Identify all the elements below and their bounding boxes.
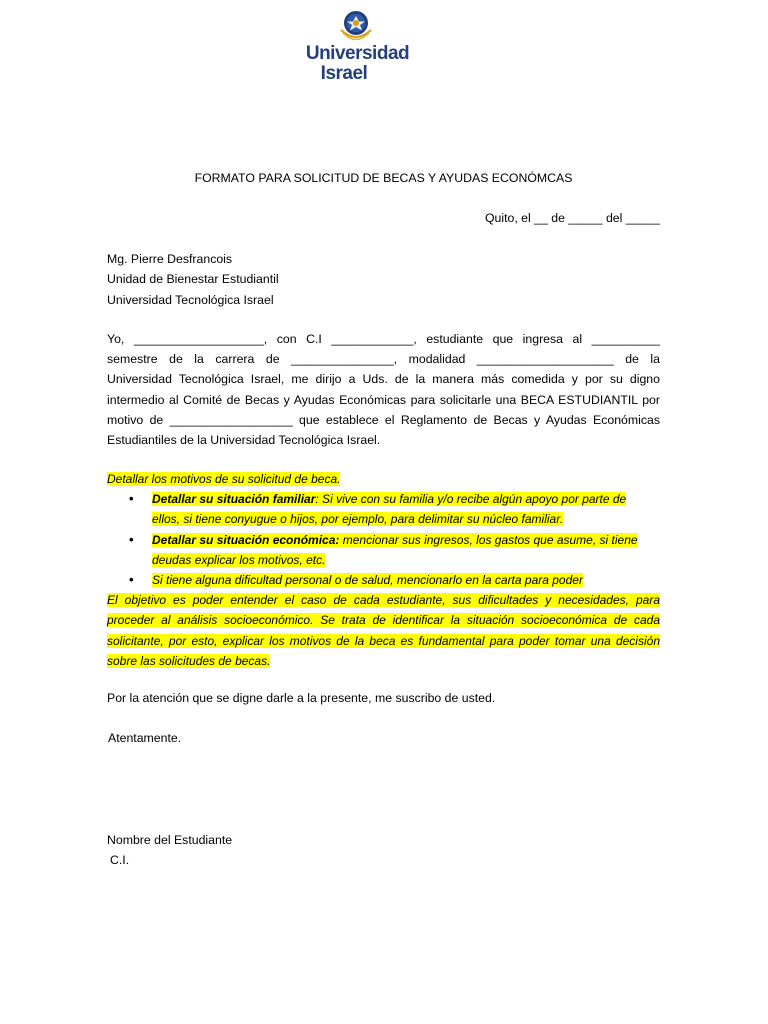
- instructions-intro: Detallar los motivos de su solicitud de beca.: [107, 472, 341, 486]
- bullet-text: : Si vive con su familia y/o recibe algún apoyo por parte de: [315, 492, 627, 507]
- request-paragraph: [107, 329, 660, 450]
- student-id-label: C.I.: [110, 853, 130, 867]
- objective-paragraph: [107, 590, 660, 671]
- regards-line: Atentamente.: [108, 731, 182, 745]
- addressee-unit: Unidad de Bienestar Estudiantil: [107, 272, 279, 287]
- bullet-bold-label: Detallar su situación económica:: [152, 532, 340, 547]
- paragraph-line: Yo, ___________________, con C.I ____________, estudiante que ingresa al __________: [107, 332, 660, 346]
- logo-text-israel: Israel: [320, 63, 368, 84]
- objective-line: solicitante, por esto, explicar los motivos de la beca es fundamental para poder tomar una decisión: [107, 633, 660, 648]
- objective-line: El objetivo es poder entender el caso de cada estudiante, sus dificultades y necesidades, para: [107, 593, 660, 608]
- paragraph-line: Universidad Tecnológica Israel, me dirijo a Uds. de la manera más comedida y por su digno: [107, 372, 660, 387]
- paragraph-line: semestre de la carrera de _______________, modalidad ____________________ de la: [107, 352, 660, 367]
- document-title: FORMATO PARA SOLICITUD DE BECAS Y AYUDAS ECONÓMCAS: [194, 171, 573, 185]
- bullet-continuation: deudas explicar los motivos, etc.: [152, 552, 326, 567]
- paragraph-line: intermedio al Comité de Becas y Ayudas Económicas para solicitarle una BECA ESTUDIANTIL por: [107, 392, 660, 407]
- bullet-continuation: ellos, si tiene conyugue o hijos, por ejemplo, para delimitar su núcleo familiar.: [152, 512, 564, 527]
- bullet-item-health: [107, 570, 660, 590]
- addressee-block: [107, 249, 660, 310]
- objective-line: sobre las solicitudes de becas.: [107, 653, 271, 668]
- bullet-icon: •: [129, 571, 134, 587]
- signature-block: [107, 830, 232, 870]
- paragraph-line: motivo de __________________ que establece el Reglamento de Becas y Ayudas Económicas: [107, 412, 660, 427]
- student-name-label: Nombre del Estudiante: [107, 833, 233, 847]
- bullet-item-economic: [107, 530, 660, 550]
- logo-text-universidad: Universidad: [305, 43, 410, 64]
- university-logo: [300, 8, 415, 88]
- university-seal-icon: [338, 8, 374, 44]
- paragraph-line: Estudiantiles de la Universidad Tecnológica Israel.: [107, 432, 381, 447]
- addressee-institution: Universidad Tecnológica Israel: [107, 292, 274, 307]
- bullet-icon: •: [129, 531, 134, 547]
- bullet-item-family: [107, 489, 660, 509]
- bullet-bold-label: Detallar su situación familiar: [152, 492, 316, 507]
- date-line: Quito, el __ de _____ del _____: [484, 211, 660, 225]
- bullet-text: Si tiene alguna dificultad personal o de salud, mencionarlo en la carta para poder: [152, 572, 583, 587]
- closing-line: Por la atención que se digne darle a la presente, me suscribo de usted.: [107, 691, 496, 705]
- addressee-name: Mg. Pierre Desfrancois: [107, 252, 233, 266]
- bullet-icon: •: [129, 491, 134, 507]
- bullet-text: mencionar sus ingresos, los gastos que asume, si tiene: [339, 532, 638, 547]
- instructions-block: [107, 469, 660, 671]
- objective-line: proceder al análisis socioeconómico. Se trata de identificar la situación socioeconómica de cada: [107, 613, 660, 628]
